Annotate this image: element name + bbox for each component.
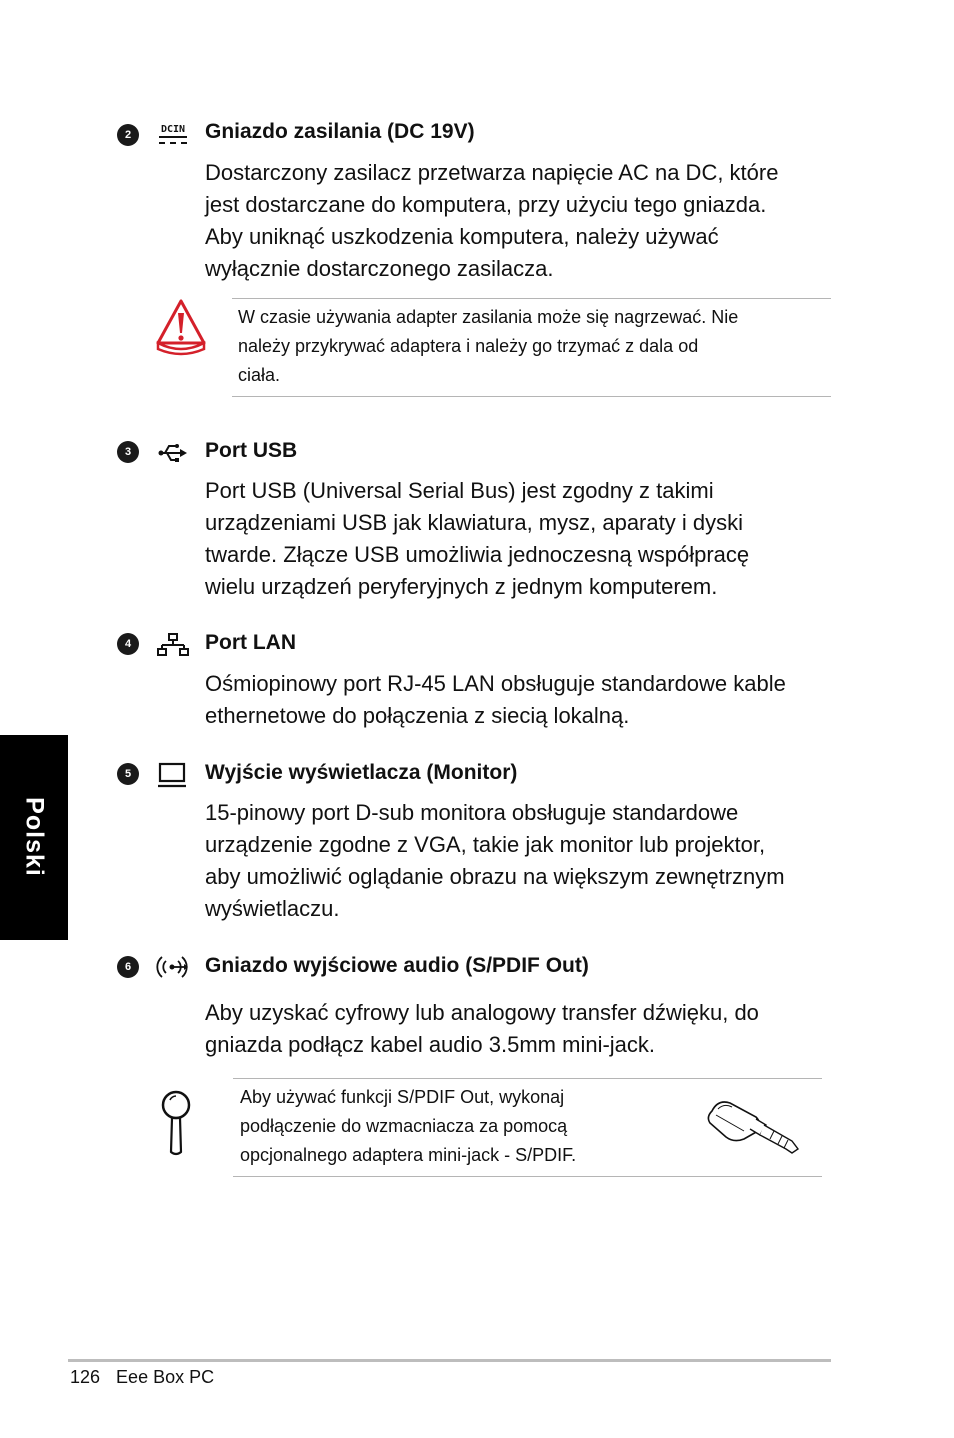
dc-in-icon [156, 121, 190, 147]
section-number-badge: 2 [117, 124, 139, 146]
monitor-icon [156, 762, 190, 788]
section-body: 15-pinowy port D-sub monitora obsługuje standardowe urządzenie zgodne z VGA, takie jak monitor lub projektor, aby umożliwić oglądanie obrazu na większym zewnętrznym wyświetlaczu. [205, 800, 785, 921]
product-name: Eee Box PC [116, 1367, 215, 1387]
section-body: Dostarczony zasilacz przetwarza napięcie AC na DC, które jest dostarczane do komputera, przy użyciu tego gniazda. Aby uniknąć uszkodzenia komputera, należy używać wyłącznie dostarczonego zasilacza. [205, 160, 779, 281]
note-divider-top [233, 1078, 822, 1079]
footer [70, 1367, 230, 1388]
lan-icon [156, 632, 190, 658]
section-number-badge: 4 [117, 633, 139, 655]
usb-icon [156, 440, 190, 466]
language-side-tab [0, 735, 68, 940]
section-body: Port USB (Universal Serial Bus) jest zgodny z takimi urządzeniami USB jak klawiatura, mysz, aparaty i dyski twarde. Złącze USB umożliwia jednoczesną współpracę wielu urządzeń peryferyjnych z jednym komputerem. [205, 478, 750, 599]
svg-text:DCIN: DCIN [160, 124, 186, 135]
footer-divider [68, 1359, 831, 1362]
section-body: Ośmiopinowy port RJ-45 LAN obsługuje standardowe kable ethernetowe do połączenia z siecią lokalną. [205, 671, 786, 728]
section-number-badge: 6 [117, 956, 139, 978]
language-label: Polski [20, 797, 49, 877]
mini-jack-adapter-illustration [704, 1093, 804, 1159]
tip-note-text: Aby używać funkcji S/PDIF Out, wykonaj podłączenie do wzmacniacza za pomocą opcjonalnego adaptera mini-jack - S/PDIF. [240, 1087, 577, 1165]
section-body: Aby uzyskać cyfrowy lub analogowy transfer dźwięku, do gniazda podłącz kabel audio 3.5mm mini-jack. [205, 1000, 759, 1057]
section-title: Gniazdo wyjściowe audio (S/PDIF Out) [205, 954, 589, 977]
warning-note-text: W czasie używania adapter zasilania może się nagrzewać. Nie należy przykrywać adaptera i należy go trzymać z dala od ciała. [238, 307, 739, 385]
section-number-badge: 5 [117, 763, 139, 785]
section-title: Port USB [205, 439, 298, 462]
page-number: 126 [70, 1367, 101, 1387]
warning-icon [154, 297, 208, 357]
note-divider-top [232, 298, 831, 299]
note-divider-bottom [232, 396, 831, 397]
spdif-icon [156, 954, 190, 980]
section-title: Wyjście wyświetlacza (Monitor) [205, 761, 518, 784]
magnifier-icon [158, 1088, 194, 1158]
section-title: Gniazdo zasilania (DC 19V) [205, 120, 475, 143]
section-number-badge: 3 [117, 441, 139, 463]
section-title: Port LAN [205, 631, 296, 654]
note-divider-bottom [233, 1176, 822, 1177]
